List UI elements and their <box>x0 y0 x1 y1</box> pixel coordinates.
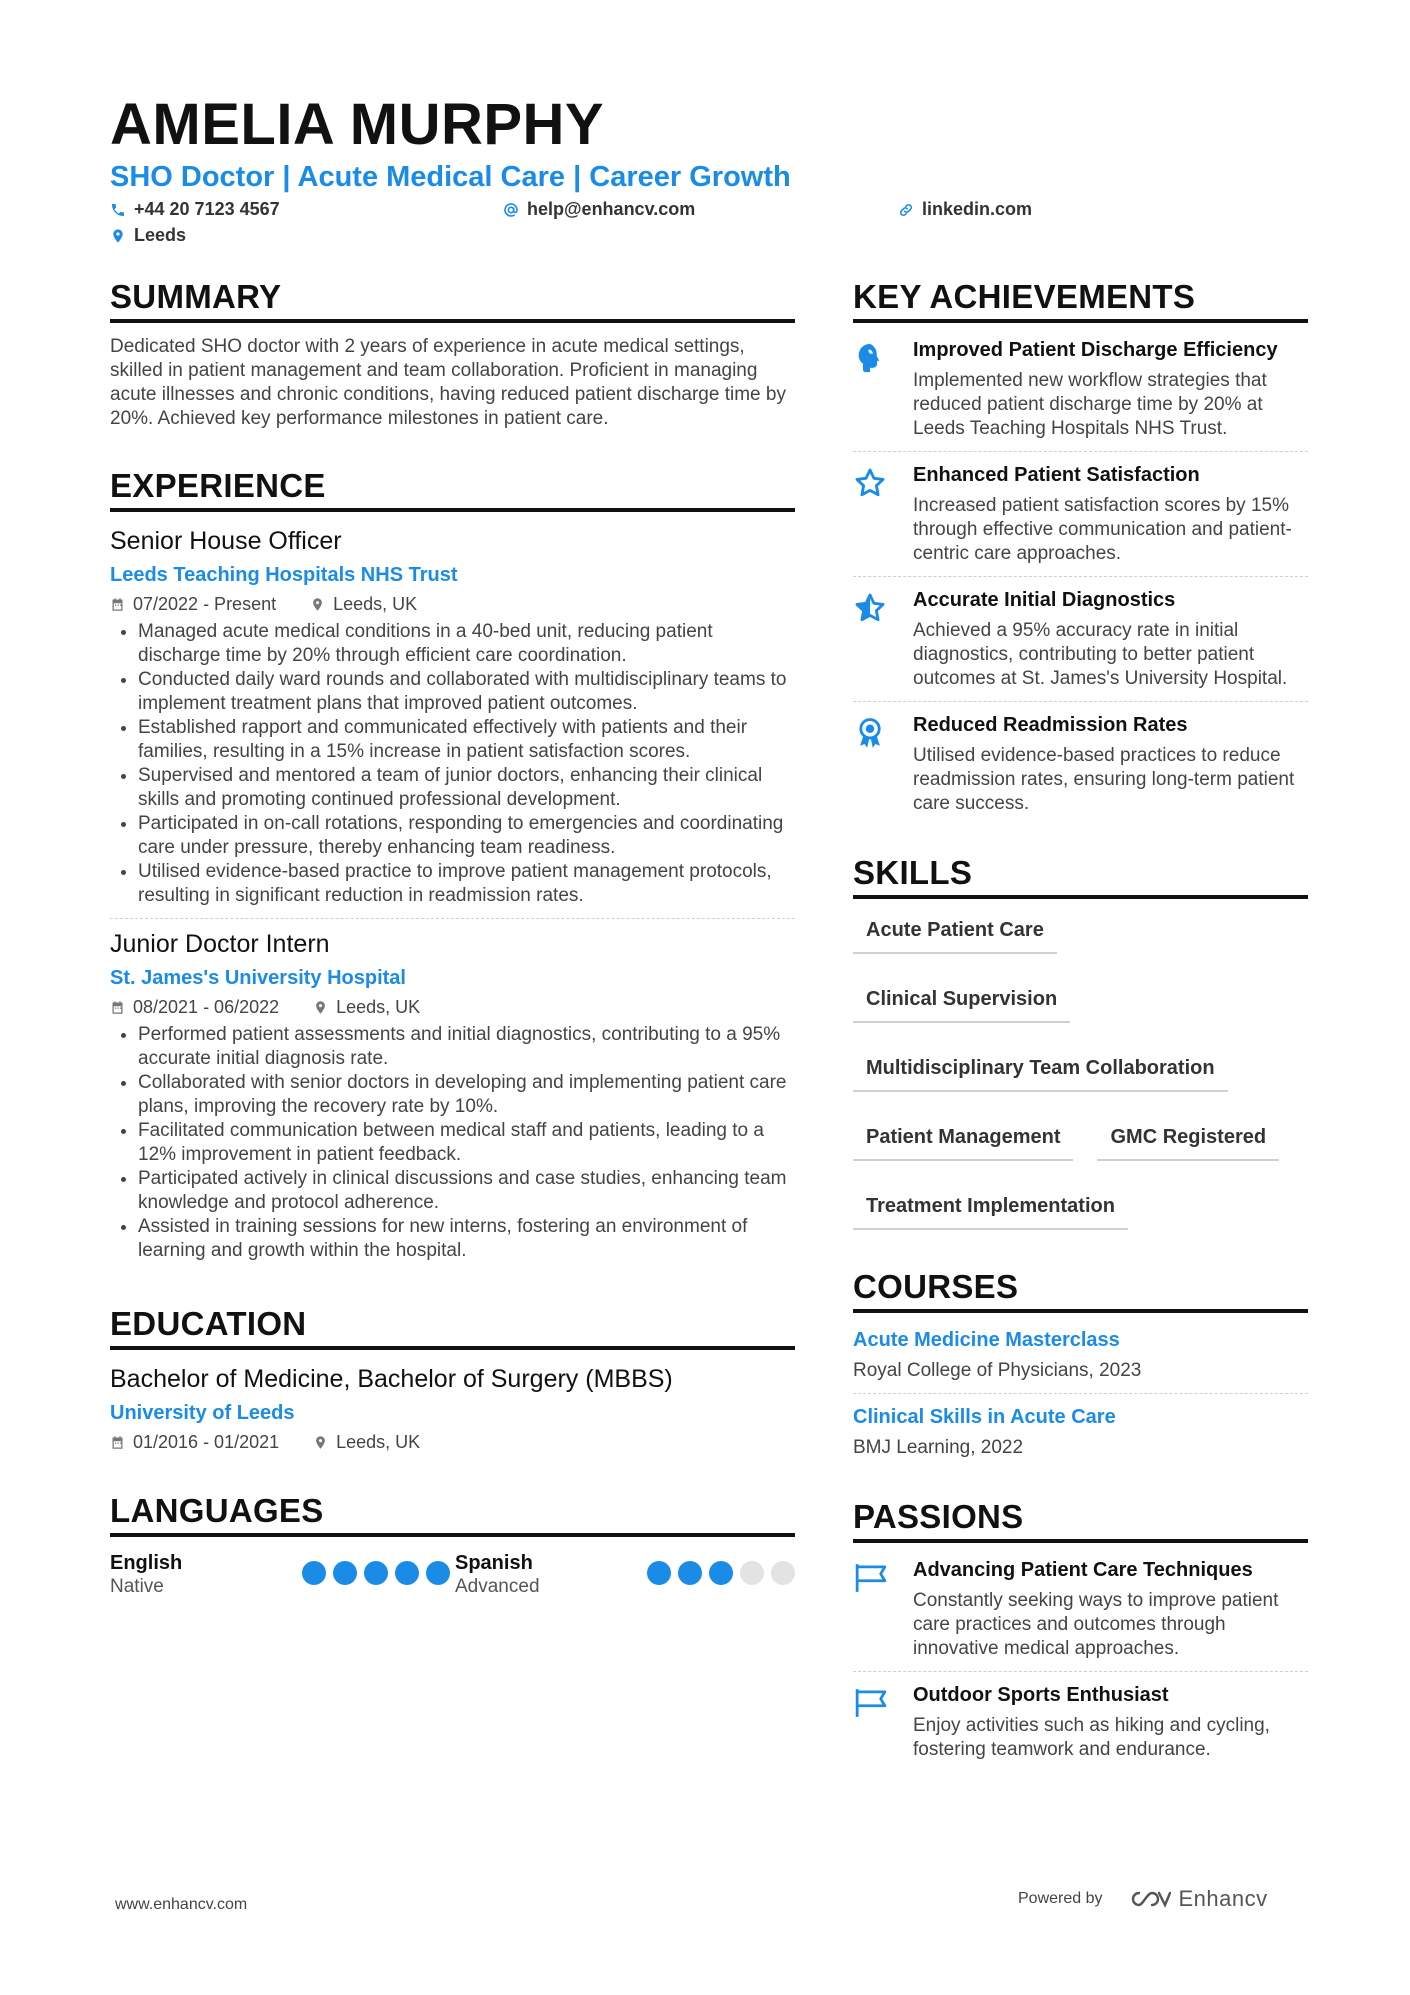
achievement-title: Accurate Initial Diagnostics <box>913 589 1176 611</box>
proficiency-dot-empty <box>740 1561 764 1585</box>
proficiency-dots <box>647 1561 795 1585</box>
courses-title: COURSES <box>853 1270 1308 1313</box>
email-link[interactable]: help@enhancv.com <box>527 199 696 219</box>
footer-branding <box>1018 1886 1268 1912</box>
course-provider: Royal College of Physicians, 2023 <box>853 1360 1142 1381</box>
link-icon <box>898 202 914 218</box>
language-item <box>455 1551 795 1599</box>
achievement-item <box>853 462 1308 566</box>
bullet-item: • Conducted daily ward rounds and collaborated with multidisciplinary teams to implement treatment plans that improved patient outcomes. <box>138 668 795 716</box>
language-level: Advanced <box>455 1576 540 1597</box>
map-pin-icon <box>313 1435 328 1450</box>
bullet-item: • Participated in on-call rotations, responding to emergencies and coordinating care under pressure, thereby enhancing team readiness. <box>138 812 795 860</box>
job-entry <box>110 929 795 1263</box>
job-bullets <box>110 620 795 908</box>
achievements-section <box>853 280 1308 816</box>
contact-location <box>110 225 186 246</box>
candidate-name: AMELIA MURPHY <box>110 92 605 157</box>
passions-section <box>853 1500 1308 1762</box>
job-role: Junior Doctor Intern <box>110 930 330 958</box>
course-item <box>853 1404 1308 1460</box>
achievement-desc: Utilised evidence-based practices to reduce readmission rates, ensuring long-term patient care success. <box>913 745 1295 814</box>
brand-name: Enhancv <box>1178 1886 1268 1911</box>
language-list <box>110 1551 795 1599</box>
divider <box>853 1671 1308 1672</box>
bullet-item: • Managed acute medical conditions in a 40-bed unit, reducing patient discharge time by 20% through efficient care coordination. <box>138 620 795 668</box>
brand-logo[interactable] <box>1125 1886 1268 1912</box>
education-title: EDUCATION <box>110 1307 795 1350</box>
bullet-item: • Facilitated communication between medical staff and patients, leading to a 12% improvement in patient feedback. <box>138 1119 795 1167</box>
school-name: University of Leeds <box>110 1402 295 1424</box>
course-item <box>853 1327 1308 1383</box>
skills-list <box>853 913 1308 1230</box>
summary-title: SUMMARY <box>110 280 795 323</box>
experience-title: EXPERIENCE <box>110 469 795 512</box>
star-half-icon <box>853 591 887 625</box>
job-organization: St. James's University Hospital <box>110 967 406 989</box>
flag-icon <box>853 1561 889 1595</box>
linkedin-link[interactable]: linkedin.com <box>922 199 1033 219</box>
enhancv-logo-icon <box>1125 1887 1171 1911</box>
proficiency-dot-filled <box>395 1561 419 1585</box>
skill-tag: Acute Patient Care <box>853 913 1057 954</box>
language-name: English <box>110 1552 183 1574</box>
contact-email[interactable] <box>503 199 695 220</box>
calendar-icon <box>110 597 125 612</box>
education-location: Leeds, UK <box>336 1432 421 1452</box>
bullet-item: • Established rapport and communicated effectively with patients and their families, resulting in a 15% increase in patient satisfaction scores. <box>138 716 795 764</box>
passions-title: PASSIONS <box>853 1500 1308 1543</box>
achievement-title: Improved Patient Discharge Efficiency <box>913 339 1278 361</box>
proficiency-dot-filled <box>333 1561 357 1585</box>
contact-phone <box>110 199 280 220</box>
job-location: Leeds, UK <box>336 997 421 1017</box>
job-dates: 07/2022 - Present <box>133 594 277 614</box>
achievements-title: KEY ACHIEVEMENTS <box>853 280 1308 323</box>
proficiency-dot-filled <box>678 1561 702 1585</box>
achievement-desc: Increased patient satisfaction scores by 15% through effective communication and patient-centric care approaches. <box>913 495 1292 564</box>
skill-tag: Patient Management <box>853 1120 1073 1161</box>
flag-icon <box>853 1686 889 1720</box>
star-outline-icon <box>853 466 887 500</box>
passion-item <box>853 1557 1308 1661</box>
education-meta <box>110 1430 795 1454</box>
achievement-desc: Achieved a 95% accuracy rate in initial diagnostics, contributing to better patient outcomes at St. James's University Hospital. <box>913 620 1288 689</box>
passion-title: Outdoor Sports Enthusiast <box>913 1684 1169 1706</box>
skill-tag: Clinical Supervision <box>853 982 1070 1023</box>
at-icon <box>503 202 519 218</box>
proficiency-dot-filled <box>709 1561 733 1585</box>
job-meta <box>110 995 795 1019</box>
map-pin-icon <box>313 1000 328 1015</box>
summary-text: Dedicated SHO doctor with 2 years of experience in acute medical settings, skilled in patient management and team collaboration. Proficient in managing acute illnesses and chronic conditions, having reduced patient discharge time by 20%. Achieved key performance milestones in patient care. <box>110 336 786 429</box>
skills-title: SKILLS <box>853 856 1308 899</box>
languages-title: LANGUAGES <box>110 1494 795 1537</box>
location-text: Leeds <box>134 225 187 245</box>
calendar-icon <box>110 1435 125 1450</box>
divider <box>853 1393 1308 1394</box>
passion-item <box>853 1682 1308 1762</box>
summary-section <box>110 280 795 431</box>
divider <box>853 451 1308 452</box>
award-ribbon-icon <box>853 716 887 750</box>
job-organization: Leeds Teaching Hospitals NHS Trust <box>110 564 458 586</box>
courses-section <box>853 1270 1308 1460</box>
achievement-title: Reduced Readmission Rates <box>913 714 1188 736</box>
job-dates: 08/2021 - 06/2022 <box>133 997 280 1017</box>
bullet-item: • Performed patient assessments and initial diagnostics, contributing to a 95% accurate initial diagnosis rate. <box>138 1023 795 1071</box>
skill-tag: Treatment Implementation <box>853 1189 1128 1230</box>
powered-by-text: Powered by <box>1018 1890 1103 1907</box>
job-role: Senior House Officer <box>110 527 342 555</box>
right-column <box>853 280 1308 1762</box>
proficiency-dot-filled <box>647 1561 671 1585</box>
bullet-item: • Collaborated with senior doctors in developing and implementing patient care plans, improving the recovery rate by 10%. <box>138 1071 795 1119</box>
job-entry <box>110 526 795 908</box>
achievement-item <box>853 587 1308 691</box>
bullet-item: • Participated actively in clinical discussions and case studies, enhancing team knowledge and protocol adherence. <box>138 1167 795 1215</box>
bullet-item: • Supervised and mentored a team of junior doctors, enhancing their clinical skills and promoting continued professional development. <box>138 764 795 812</box>
phone-text: +44 20 7123 4567 <box>134 199 280 219</box>
achievement-title: Enhanced Patient Satisfaction <box>913 464 1200 486</box>
degree-title: Bachelor of Medicine, Bachelor of Surgery (MBBS) <box>110 1365 673 1393</box>
achievement-desc: Implemented new workflow strategies that reduced patient discharge time by 20% at Leeds Teaching Hospitals NHS Trust. <box>913 370 1267 439</box>
proficiency-dot-filled <box>364 1561 388 1585</box>
experience-section <box>110 469 795 1263</box>
language-item <box>110 1551 450 1599</box>
skills-section <box>853 856 1308 1230</box>
divider <box>110 918 795 919</box>
education-dates: 01/2016 - 01/2021 <box>133 1432 280 1452</box>
map-pin-icon <box>110 228 126 244</box>
contact-linkedin[interactable] <box>898 199 1032 220</box>
candidate-headline: SHO Doctor | Acute Medical Care | Career Growth <box>110 161 791 193</box>
divider <box>853 576 1308 577</box>
proficiency-dot-filled <box>426 1561 450 1585</box>
language-name: Spanish <box>455 1552 533 1574</box>
proficiency-dot-empty <box>771 1561 795 1585</box>
skill-tag: Multidisciplinary Team Collaboration <box>853 1051 1228 1092</box>
proficiency-dot-filled <box>302 1561 326 1585</box>
brain-icon <box>853 341 887 375</box>
achievement-item <box>853 712 1308 816</box>
course-provider: BMJ Learning, 2022 <box>853 1437 1024 1458</box>
divider <box>853 701 1308 702</box>
left-column <box>110 280 795 1599</box>
education-section <box>110 1307 795 1454</box>
proficiency-dots <box>302 1561 450 1585</box>
passion-desc: Constantly seeking ways to improve patient care practices and outcomes through innovative medical approaches. <box>913 1590 1279 1659</box>
passion-desc: Enjoy activities such as hiking and cycling, fostering teamwork and endurance. <box>913 1715 1270 1760</box>
course-title: Acute Medicine Masterclass <box>853 1329 1120 1351</box>
job-meta <box>110 592 795 616</box>
map-pin-icon <box>310 597 325 612</box>
passion-title: Advancing Patient Care Techniques <box>913 1559 1253 1581</box>
bullet-item: • Assisted in training sessions for new interns, fostering an environment of learning and growth within the hospital. <box>138 1215 795 1263</box>
bullet-item: • Utilised evidence-based practice to improve patient management protocols, resulting in significant reduction in readmission rates. <box>138 860 795 908</box>
phone-icon <box>110 202 126 218</box>
languages-section <box>110 1494 795 1599</box>
calendar-icon <box>110 1000 125 1015</box>
job-bullets <box>110 1023 795 1263</box>
skill-tag: GMC Registered <box>1097 1120 1279 1161</box>
course-title: Clinical Skills in Acute Care <box>853 1406 1116 1428</box>
footer-website[interactable]: www.enhancv.com <box>115 1896 248 1913</box>
achievement-item <box>853 337 1308 441</box>
language-level: Native <box>110 1576 164 1597</box>
job-location: Leeds, UK <box>333 594 418 614</box>
